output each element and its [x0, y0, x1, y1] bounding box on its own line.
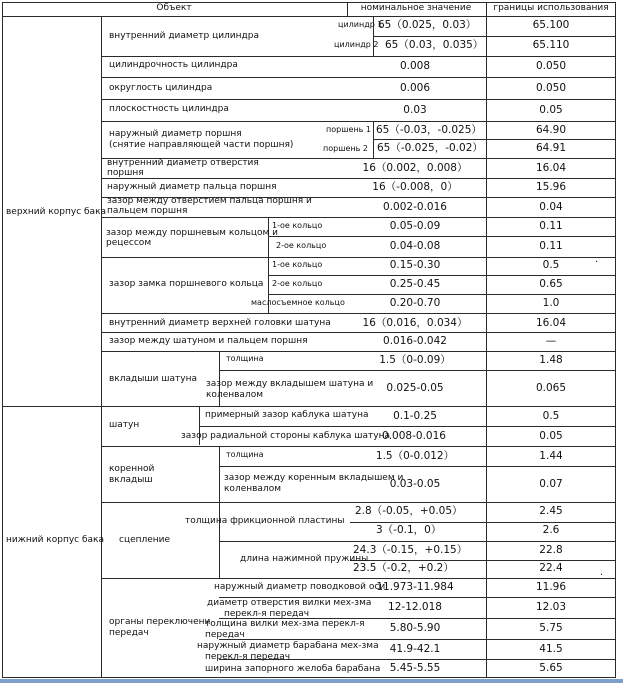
group-divider [2, 406, 616, 407]
sub-label: 1-ое кольцо [272, 260, 323, 269]
nominal-value: 0.006 [399, 82, 431, 94]
nominal-value: 0.03 [403, 104, 427, 116]
limit-value: 65.100 [532, 19, 570, 31]
header-bottom [2, 16, 616, 17]
sub-label: наружный диаметр барабана мех-зма [197, 641, 379, 651]
header-nominal: номинальное значение [360, 3, 472, 13]
row-label: коренной [109, 464, 155, 474]
nominal-value: 2.8（-0.05，+0.05） [355, 505, 463, 517]
row-label: наружный диаметр поршня [109, 129, 242, 139]
row-line [101, 217, 616, 218]
limit-value: 64.91 [535, 142, 567, 154]
row-line [199, 426, 616, 427]
row-line [101, 351, 616, 352]
limit-value: 5.65 [539, 662, 563, 674]
sub-label: передач [205, 630, 245, 640]
sub-label: зазор радиальной стороны каблука шатуна [181, 431, 391, 441]
sub-label: ширина запорного желоба барабана [205, 664, 381, 674]
row-line [101, 446, 616, 447]
limit-value: 0.050 [535, 82, 567, 94]
limit-value: 22.4 [539, 562, 563, 574]
sub-label: поршень 2 [323, 144, 369, 153]
table-border-right [615, 2, 616, 678]
nominal-value: 16（0.002，0.008） [362, 162, 468, 174]
table-border-left [2, 2, 3, 678]
row-label: внутренний диаметр цилиндра [109, 31, 259, 41]
stray-mark: · [600, 570, 604, 581]
sub-divider [373, 122, 374, 158]
row-line [219, 639, 616, 640]
row-label: поршня [107, 168, 144, 178]
row-label: зазор между отверстием пальца поршня и [107, 196, 312, 206]
sub-label: поршень 1 [326, 125, 372, 134]
sub-label: толщина [226, 354, 264, 363]
row-line [268, 294, 616, 295]
sub-label: 2-ое кольцо [276, 241, 327, 250]
nominal-value: 65（-0.025，-0.02） [377, 142, 483, 154]
nominal-value: 41.9-42.1 [389, 643, 441, 655]
header-divider [347, 2, 348, 17]
sub-label: длина нажимной пружины [240, 554, 369, 564]
nominal-value: 1.5（0-0.09） [379, 354, 451, 366]
group-lower: нижний корпус бака [6, 535, 104, 545]
row-label: зазор между поршневым кольцом и [106, 228, 278, 238]
sub-label: перекл-я передач [224, 609, 310, 619]
limit-value: 5.75 [539, 622, 563, 634]
limit-value: 0.65 [539, 278, 563, 290]
limit-value: 0.11 [539, 240, 563, 252]
row-label: внутренний диаметр отверстия [107, 158, 259, 168]
row-line [101, 578, 616, 579]
nominal-value: 0.03-0.05 [389, 478, 441, 490]
row-label: передач [109, 628, 149, 638]
row-label: (снятие направляющей части поршня) [109, 140, 294, 150]
nominal-value: 5.45-5.55 [389, 662, 441, 674]
limit-value: 2.6 [542, 524, 560, 536]
limit-value: 65.110 [532, 39, 570, 51]
nominal-value: 0.002-0.016 [383, 201, 447, 213]
row-line [101, 313, 616, 314]
header-object: Объект [156, 3, 192, 13]
limit-value: 16.04 [535, 162, 567, 174]
row-label: цилиндрочность цилиндра [109, 60, 238, 70]
nominal-value: 0.04-0.08 [389, 240, 441, 252]
row-label: внутренний диаметр верхней головки шатуна [109, 318, 331, 328]
nominal-value: 0.016-0.042 [383, 335, 447, 347]
sub-label: коленвалом [206, 390, 263, 400]
row-line [373, 36, 616, 37]
nominal-value: 16（0.016，0.034） [362, 317, 468, 329]
sub-label: зазор между коренным вкладышем и [224, 473, 404, 483]
row-line [219, 541, 616, 542]
sub-label: толщина [226, 450, 264, 459]
row-line [101, 332, 616, 333]
row-line [219, 466, 616, 467]
row-label: округлость цилиндра [109, 83, 213, 93]
limit-value: 1.48 [539, 354, 563, 366]
nominal-value: 0.1-0.25 [393, 410, 437, 422]
nominal-value: 0.05-0.09 [389, 220, 441, 232]
limit-value: 0.05 [539, 430, 563, 442]
row-line [101, 56, 616, 57]
nominal-value: 5.80-5.90 [389, 622, 441, 634]
nominal-value: 11.973-11.984 [376, 581, 454, 593]
limit-value: 64.90 [535, 124, 567, 136]
nominal-value: 24.3（-0.15，+0.15） [353, 544, 468, 556]
sub-label: диаметр отверстия вилки мех-зма [207, 598, 372, 608]
row-line [219, 370, 616, 371]
limit-value: 0.11 [539, 220, 563, 232]
nominal-value: 65（0.025，0.03） [378, 19, 477, 31]
row-label: вкладыши шатуна [109, 374, 198, 384]
nominal-value: 12-12.018 [388, 601, 442, 613]
row-label: вкладыш [109, 475, 153, 485]
nominal-value: 0.025-0.05 [386, 382, 444, 394]
sub-divider [219, 502, 220, 578]
row-line [350, 560, 616, 561]
sub-label: зазор между вкладышем шатуна и [206, 379, 374, 389]
nominal-value: 0.008-0.016 [382, 430, 446, 442]
header-limit: границы использования [493, 3, 609, 13]
taskbar-strip [0, 679, 623, 683]
limit-value: 12.03 [535, 601, 567, 613]
limit-value: 1.0 [542, 297, 560, 309]
sub-label: цилиндр 2 [334, 40, 379, 49]
row-label: зазор замка поршневого кольца [109, 279, 264, 289]
limit-value: 11.96 [535, 581, 567, 593]
row-label: плоскостность цилиндра [109, 104, 229, 114]
row-line [268, 236, 616, 237]
row-line [101, 99, 616, 100]
stray-mark: · [595, 257, 599, 268]
nominal-value: 1.5（0-0.012） [375, 450, 455, 462]
sub-label: маслосъемное кольцо [251, 298, 345, 307]
sub-label: толщина вилки мех-зма перекл-я [205, 619, 365, 629]
limit-value: 2.45 [539, 505, 563, 517]
table-border-bottom [2, 677, 616, 678]
limit-value: 0.5 [542, 259, 560, 271]
row-label: шатун [109, 420, 140, 430]
limit-value: — [545, 335, 557, 347]
limit-value: 1.44 [539, 450, 563, 462]
limit-value: 16.04 [535, 317, 567, 329]
nominal-value: 65（0.03，0.035） [385, 39, 484, 51]
limit-value: 41.5 [539, 643, 563, 655]
nominal-value: 0.15-0.30 [389, 259, 441, 271]
row-label: сцепление [119, 535, 171, 545]
row-label: рецессом [106, 238, 152, 248]
row-line [350, 522, 616, 523]
limit-value: 22.8 [539, 544, 563, 556]
row-label: зазор между шатуном и пальцем поршня [109, 336, 308, 346]
limit-value: 0.07 [539, 478, 563, 490]
sub-label: коленвалом [224, 484, 281, 494]
nominal-value: 65（-0.03，-0.025） [376, 124, 482, 136]
row-line [101, 257, 616, 258]
limit-value: 0.05 [539, 104, 563, 116]
sub-label: цилиндр 1 [338, 20, 383, 29]
sub-label: толщина фрикционной пластины [185, 516, 345, 526]
row-line [373, 139, 616, 140]
nominal-value: 0.20-0.70 [389, 297, 441, 309]
limit-value: 0.065 [535, 382, 567, 394]
row-line [268, 275, 616, 276]
nominal-value: 16（-0.008，0） [372, 181, 458, 193]
row-label: пальцем поршня [107, 206, 188, 216]
nominal-value: 23.5（-0.2，+0.2） [353, 562, 454, 574]
sub-label: перекл-я передач [205, 652, 291, 662]
sub-label: 2-ое кольцо [272, 279, 323, 288]
limit-value: 0.050 [535, 60, 567, 72]
sub-label: примерный зазор каблука шатуна [205, 410, 369, 420]
sub-label: наружный диаметр поводковой оси [214, 582, 386, 592]
group-upper: верхний корпус бака [6, 207, 107, 217]
row-line [101, 77, 616, 78]
limit-value: 0.04 [539, 201, 563, 213]
column-divider-limit [486, 2, 487, 678]
sub-divider [219, 447, 220, 502]
nominal-value: 0.25-0.45 [389, 278, 441, 290]
row-line [101, 178, 616, 179]
row-label: органы переключени [109, 617, 211, 627]
nominal-value: 3（-0.1，0） [376, 524, 442, 536]
row-line [101, 121, 616, 122]
row-label: наружный диаметр пальца поршня [107, 182, 277, 192]
row-line [101, 502, 616, 503]
limit-value: 0.5 [542, 410, 560, 422]
nominal-value: 0.008 [399, 60, 431, 72]
limit-value: 15.96 [535, 181, 567, 193]
sub-label: 1-ое кольцо [272, 221, 323, 230]
